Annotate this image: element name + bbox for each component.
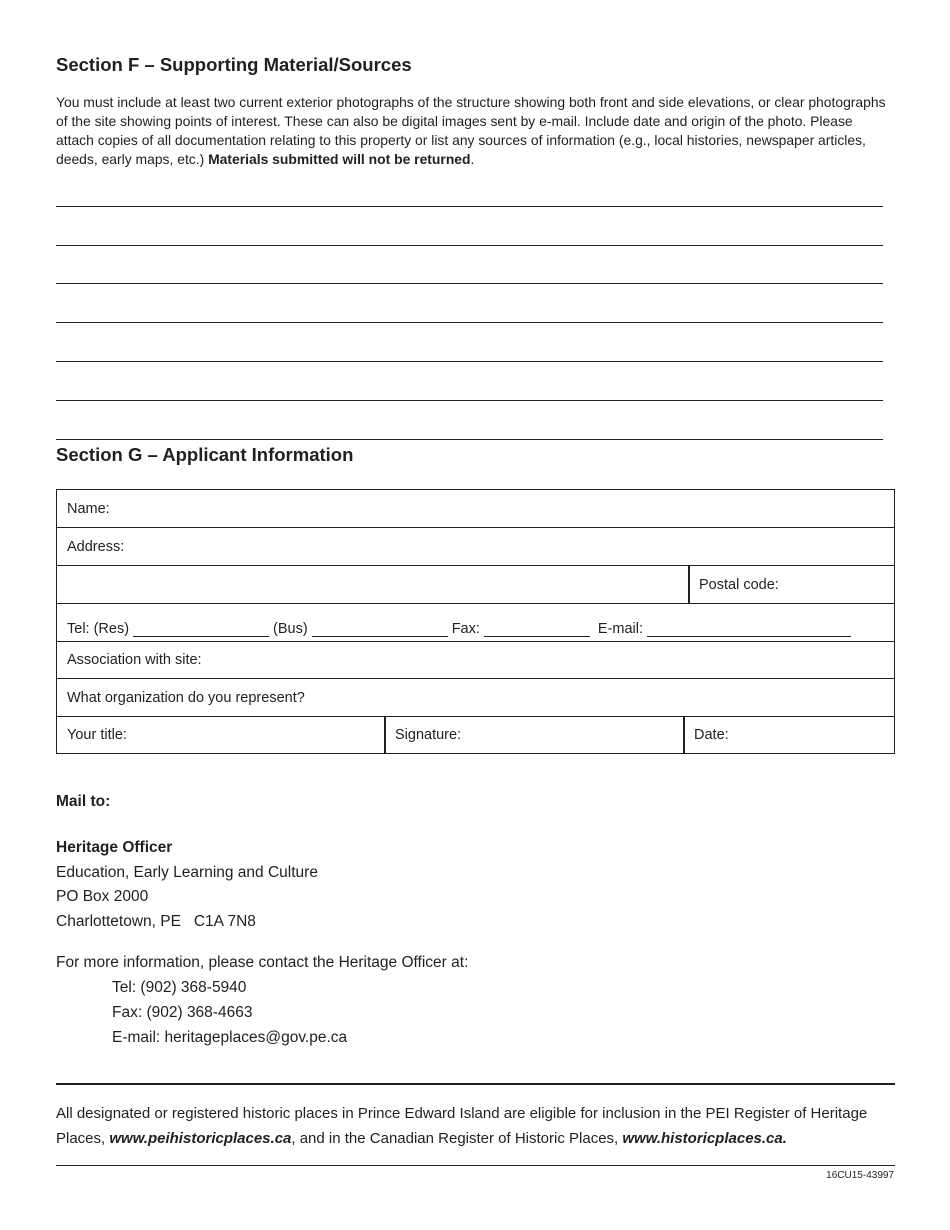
- section-f-instructions: [56, 93, 888, 169]
- mail-to-heading: Mail to:: [56, 793, 111, 810]
- sources-line-2[interactable]: [56, 245, 883, 246]
- sources-line-5[interactable]: [56, 361, 883, 362]
- form-code: 16CU15-43997: [826, 1170, 894, 1181]
- association-field[interactable]: [56, 641, 895, 679]
- postal-code-label: Postal code:: [699, 576, 779, 593]
- mail-recipient: Heritage Officer: [56, 839, 173, 856]
- pei-register-link[interactable]: www.peihistoricplaces.ca: [109, 1130, 292, 1147]
- section-g-title: Section G – Applicant Information: [56, 444, 354, 465]
- signature-field[interactable]: [384, 716, 685, 754]
- footer-text-1: All designated or registered historic places in Prince Edward Island are eligible for inclusion in the PEI Register of Heritage Places,: [56, 1105, 868, 1147]
- tel-bus-label: (Bus): [273, 621, 308, 637]
- instructions-warning: Materials submitted will not be returned: [208, 151, 471, 167]
- organization-field[interactable]: [56, 678, 895, 717]
- email-label: E-mail:: [597, 621, 644, 637]
- address-field[interactable]: [56, 527, 895, 566]
- section-f-title: Section F – Supporting Material/Sources: [56, 54, 412, 75]
- date-field[interactable]: [683, 716, 895, 754]
- contact-email: E-mail: heritageplaces@gov.pe.ca: [112, 1029, 348, 1046]
- mail-line-3: Charlottetown, PE C1A 7N8: [56, 913, 256, 930]
- footer-text-2: , and in the Canadian Register of Historic Places,: [291, 1130, 623, 1147]
- email-input[interactable]: [647, 624, 851, 637]
- address-label: Address:: [67, 538, 125, 555]
- tel-res-label: Tel: (Res): [67, 621, 130, 637]
- name-field[interactable]: [56, 489, 895, 528]
- tel-res-input[interactable]: [133, 624, 269, 637]
- phone-row: [56, 603, 895, 642]
- footer-note: [56, 1101, 896, 1151]
- address-line-2-field[interactable]: [56, 565, 690, 604]
- name-label: Name:: [67, 500, 110, 517]
- association-label: Association with site:: [67, 652, 202, 668]
- footer-top-rule: [56, 1083, 895, 1085]
- fax-label: Fax:: [451, 621, 480, 637]
- date-label: Date:: [694, 727, 729, 743]
- canadian-register-link[interactable]: www.historicplaces.ca.: [622, 1130, 787, 1147]
- title-label: Your title:: [67, 727, 127, 743]
- mail-line-1: Education, Early Learning and Culture: [56, 864, 318, 881]
- sources-line-6[interactable]: [56, 400, 883, 401]
- contact-tel: Tel: (902) 368-5940: [112, 979, 247, 996]
- contact-intro: For more information, please contact the Heritage Officer at:: [56, 954, 469, 971]
- mail-line-2: PO Box 2000: [56, 888, 149, 905]
- sources-line-1[interactable]: [56, 206, 883, 207]
- organization-label: What organization do you represent?: [67, 689, 305, 706]
- signature-label: Signature:: [395, 727, 462, 743]
- tel-bus-input[interactable]: [312, 624, 448, 637]
- footer-bottom-rule: [56, 1165, 895, 1166]
- postal-code-field[interactable]: [688, 565, 895, 604]
- fax-input[interactable]: [484, 624, 590, 637]
- instructions-end: .: [470, 151, 475, 167]
- contact-fax: Fax: (902) 368-4663: [112, 1004, 253, 1021]
- sources-line-7[interactable]: [56, 439, 883, 440]
- instructions-text: You must include at least two current exterior photographs of the structure showing both front and side elevations, or clear photographs of the site showing points of interest. These can also be digital images sent by e-mail. Include date and origin of the photo. Please attach copies of all documentation relating to this property or list any sources of information (e.g., local histories, newspaper articles, deeds, early maps, etc.): [56, 94, 886, 167]
- sources-line-3[interactable]: [56, 283, 883, 284]
- title-field[interactable]: [56, 716, 386, 754]
- sources-line-4[interactable]: [56, 322, 883, 323]
